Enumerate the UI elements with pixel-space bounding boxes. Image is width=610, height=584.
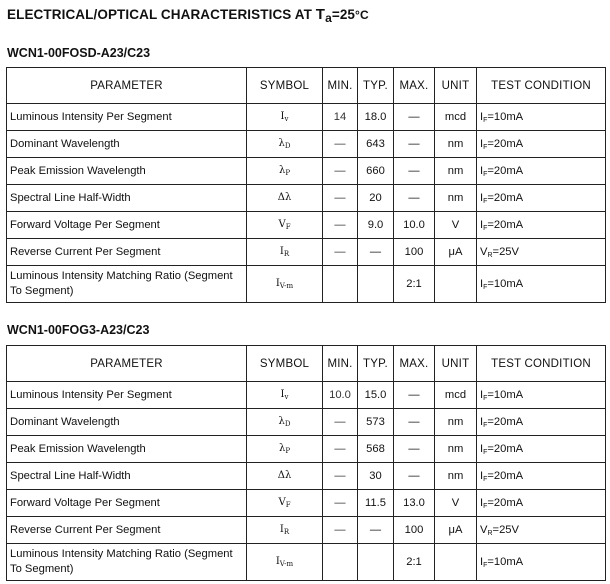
page-title <box>7 6 369 25</box>
section-title-fog3: WCN1-00FOG3-A23/C23 <box>7 323 150 337</box>
cell-parameter: Dominant Wavelength <box>7 409 247 436</box>
condition-symbol: I <box>480 388 484 401</box>
condition-symbol: I <box>480 164 484 177</box>
cell-typ: 18.0 <box>358 104 394 131</box>
table-row <box>7 436 606 463</box>
spec-table-fog3 <box>6 345 606 581</box>
col-header-test-condition: TEST CONDITION <box>477 346 606 382</box>
symbol-subscript: V-m <box>279 560 294 568</box>
symbol-main: I <box>280 111 285 122</box>
condition-subscript: F <box>483 224 488 232</box>
symbol-main: λ <box>278 443 286 454</box>
cell-min: — <box>323 463 358 490</box>
condition-subscript: F <box>483 448 488 456</box>
cell-parameter: Reverse Current Per Segment <box>7 239 247 266</box>
symbol-subscript: R <box>283 528 290 536</box>
symbol-main: Δλ <box>277 470 292 481</box>
temperature-value: =25 <box>331 7 356 22</box>
cell-typ: 20 <box>358 185 394 212</box>
condition-subscript: F <box>483 197 488 205</box>
cell-unit: V <box>435 490 477 517</box>
symbol-main: λ <box>278 416 285 427</box>
condition-symbol: I <box>480 191 484 204</box>
table-row <box>7 266 606 303</box>
condition-subscript: F <box>483 170 488 178</box>
symbol-main: λ <box>278 138 285 149</box>
cell-max: 10.0 <box>394 212 435 239</box>
col-header-max: MAX. <box>394 346 435 382</box>
condition-subscript: F <box>483 394 488 402</box>
cell-min: 14 <box>323 104 358 131</box>
cell-max: 2:1 <box>394 266 435 303</box>
cell-max: 13.0 <box>394 490 435 517</box>
cell-unit: μA <box>435 239 477 266</box>
symbol-main: V <box>278 219 286 230</box>
cell-typ: 573 <box>358 409 394 436</box>
cell-test-condition <box>477 463 606 490</box>
cell-typ: 9.0 <box>358 212 394 239</box>
condition-value: =10mA <box>487 110 524 123</box>
cell-max: — <box>394 185 435 212</box>
cell-max: 100 <box>394 517 435 544</box>
cell-typ: 30 <box>358 463 394 490</box>
cell-unit: nm <box>435 158 477 185</box>
cell-symbol <box>247 463 323 490</box>
condition-subscript: R <box>487 251 493 259</box>
symbol-subscript: v <box>284 115 289 123</box>
condition-value: =20mA <box>487 164 524 177</box>
cell-test-condition <box>477 185 606 212</box>
col-header-min: MIN. <box>323 68 358 104</box>
symbol-main: I <box>279 246 284 257</box>
condition-symbol: I <box>480 277 484 290</box>
cell-typ: 643 <box>358 131 394 158</box>
condition-subscript: F <box>483 143 488 151</box>
cell-unit <box>435 544 477 581</box>
symbol-main: Δλ <box>277 192 292 203</box>
col-header-symbol: SYMBOL <box>247 346 323 382</box>
condition-subscript: R <box>487 529 493 537</box>
condition-symbol: I <box>480 137 484 150</box>
cell-max: — <box>394 436 435 463</box>
condition-value: =20mA <box>487 496 524 509</box>
col-header-test-condition: TEST CONDITION <box>477 68 606 104</box>
cell-typ <box>358 266 394 303</box>
cell-min: — <box>323 517 358 544</box>
col-header-typ: TYP. <box>358 68 394 104</box>
cell-test-condition <box>477 212 606 239</box>
cell-min: — <box>323 158 358 185</box>
table-row <box>7 517 606 544</box>
spec-table-fosd <box>6 67 606 303</box>
table-header-row <box>7 346 606 382</box>
condition-symbol: I <box>480 110 484 123</box>
col-header-symbol: SYMBOL <box>247 68 323 104</box>
table-row <box>7 382 606 409</box>
condition-symbol: V <box>480 245 488 258</box>
cell-unit: mcd <box>435 382 477 409</box>
condition-value: =20mA <box>487 218 524 231</box>
condition-value: =10mA <box>487 555 524 568</box>
symbol-main: I <box>280 389 285 400</box>
cell-typ: — <box>358 239 394 266</box>
table-row <box>7 490 606 517</box>
condition-value: =20mA <box>487 415 524 428</box>
temperature-symbol: T <box>315 6 326 23</box>
table-row <box>7 212 606 239</box>
cell-min: 10.0 <box>323 382 358 409</box>
cell-typ: 15.0 <box>358 382 394 409</box>
cell-parameter: Luminous Intensity Matching Ratio (Segment To Segment) <box>7 266 247 303</box>
cell-max: — <box>394 158 435 185</box>
cell-parameter: Forward Voltage Per Segment <box>7 490 247 517</box>
cell-symbol <box>247 544 323 581</box>
col-header-unit: UNIT <box>435 346 477 382</box>
cell-typ: 11.5 <box>358 490 394 517</box>
condition-symbol: I <box>480 555 484 568</box>
condition-subscript: F <box>483 475 488 483</box>
condition-symbol: I <box>480 218 484 231</box>
cell-parameter: Dominant Wavelength <box>7 131 247 158</box>
cell-symbol <box>247 239 323 266</box>
cell-unit: μA <box>435 517 477 544</box>
cell-typ: — <box>358 517 394 544</box>
col-header-parameter: PARAMETER <box>7 68 247 104</box>
cell-parameter: Spectral Line Half-Width <box>7 185 247 212</box>
condition-value: =25V <box>492 523 519 536</box>
cell-unit: mcd <box>435 104 477 131</box>
symbol-main: λ <box>278 165 286 176</box>
symbol-subscript: D <box>284 142 291 150</box>
col-header-typ: TYP. <box>358 346 394 382</box>
section-title-fosd: WCN1-00FOSD-A23/C23 <box>7 46 151 60</box>
cell-test-condition <box>477 409 606 436</box>
cell-unit: V <box>435 212 477 239</box>
condition-symbol: V <box>480 523 488 536</box>
cell-symbol <box>247 266 323 303</box>
cell-symbol <box>247 158 323 185</box>
condition-symbol: I <box>480 496 484 509</box>
cell-typ: 568 <box>358 436 394 463</box>
cell-min <box>323 544 358 581</box>
col-header-min: MIN. <box>323 346 358 382</box>
temperature-subscript: a <box>325 11 332 25</box>
cell-min: — <box>323 490 358 517</box>
cell-test-condition <box>477 266 606 303</box>
condition-value: =20mA <box>487 442 524 455</box>
condition-subscript: F <box>483 116 488 124</box>
cell-parameter: Peak Emission Wavelength <box>7 158 247 185</box>
condition-value: =20mA <box>487 469 524 482</box>
condition-subscript: F <box>483 283 488 291</box>
cell-test-condition <box>477 490 606 517</box>
symbol-main: I <box>275 556 280 567</box>
cell-parameter: Peak Emission Wavelength <box>7 436 247 463</box>
cell-parameter: Spectral Line Half-Width <box>7 463 247 490</box>
cell-min <box>323 266 358 303</box>
condition-value: =10mA <box>487 388 524 401</box>
symbol-main: I <box>275 278 280 289</box>
condition-subscript: F <box>483 421 488 429</box>
cell-min: — <box>323 131 358 158</box>
condition-value: =25V <box>492 245 519 258</box>
cell-symbol <box>247 409 323 436</box>
cell-min: — <box>323 185 358 212</box>
cell-unit: nm <box>435 131 477 158</box>
table-header-row <box>7 68 606 104</box>
cell-max: — <box>394 409 435 436</box>
condition-value: =10mA <box>487 277 524 290</box>
cell-test-condition <box>477 104 606 131</box>
symbol-subscript: v <box>284 393 289 401</box>
table-row <box>7 544 606 581</box>
cell-test-condition <box>477 158 606 185</box>
cell-symbol <box>247 436 323 463</box>
cell-symbol <box>247 131 323 158</box>
table-row <box>7 131 606 158</box>
cell-parameter: Forward Voltage Per Segment <box>7 212 247 239</box>
cell-unit: nm <box>435 436 477 463</box>
condition-value: =20mA <box>487 191 524 204</box>
cell-symbol <box>247 104 323 131</box>
cell-max: — <box>394 463 435 490</box>
cell-max: — <box>394 104 435 131</box>
table-row <box>7 409 606 436</box>
cell-parameter: Luminous Intensity Per Segment <box>7 382 247 409</box>
cell-typ <box>358 544 394 581</box>
cell-test-condition <box>477 382 606 409</box>
cell-typ: 660 <box>358 158 394 185</box>
cell-test-condition <box>477 239 606 266</box>
col-header-max: MAX. <box>394 68 435 104</box>
symbol-main: V <box>278 497 286 508</box>
cell-unit: nm <box>435 185 477 212</box>
symbol-subscript: P <box>285 447 291 455</box>
cell-symbol <box>247 382 323 409</box>
cell-unit: nm <box>435 463 477 490</box>
cell-test-condition <box>477 544 606 581</box>
cell-max: 100 <box>394 239 435 266</box>
temperature-unit: °C <box>355 8 369 22</box>
condition-subscript: F <box>483 561 488 569</box>
condition-symbol: I <box>480 469 484 482</box>
cell-parameter: Luminous Intensity Per Segment <box>7 104 247 131</box>
cell-unit <box>435 266 477 303</box>
cell-min: — <box>323 436 358 463</box>
cell-symbol <box>247 517 323 544</box>
condition-value: =20mA <box>487 137 524 150</box>
col-header-parameter: PARAMETER <box>7 346 247 382</box>
symbol-subscript: F <box>285 223 291 231</box>
cell-parameter: Luminous Intensity Matching Ratio (Segment To Segment) <box>7 544 247 581</box>
condition-subscript: F <box>483 502 488 510</box>
condition-symbol: I <box>480 442 484 455</box>
symbol-subscript: P <box>285 169 291 177</box>
cell-symbol <box>247 490 323 517</box>
cell-test-condition <box>477 436 606 463</box>
cell-unit: nm <box>435 409 477 436</box>
table-row <box>7 239 606 266</box>
table-row <box>7 158 606 185</box>
cell-parameter: Reverse Current Per Segment <box>7 517 247 544</box>
table-row <box>7 463 606 490</box>
symbol-subscript: D <box>284 420 291 428</box>
cell-max: — <box>394 382 435 409</box>
col-header-unit: UNIT <box>435 68 477 104</box>
symbol-subscript: V-m <box>279 282 294 290</box>
table-row <box>7 104 606 131</box>
cell-min: — <box>323 409 358 436</box>
cell-symbol <box>247 212 323 239</box>
table-row <box>7 185 606 212</box>
page-title-prefix: ELECTRICAL/OPTICAL CHARACTERISTICS AT <box>7 7 316 22</box>
cell-min: — <box>323 212 358 239</box>
cell-max: — <box>394 131 435 158</box>
condition-symbol: I <box>480 415 484 428</box>
symbol-subscript: F <box>285 501 291 509</box>
temperature-label <box>316 6 332 23</box>
symbol-subscript: R <box>283 250 290 258</box>
cell-symbol <box>247 185 323 212</box>
cell-max: 2:1 <box>394 544 435 581</box>
cell-min: — <box>323 239 358 266</box>
symbol-main: I <box>279 524 284 535</box>
cell-test-condition <box>477 517 606 544</box>
cell-test-condition <box>477 131 606 158</box>
